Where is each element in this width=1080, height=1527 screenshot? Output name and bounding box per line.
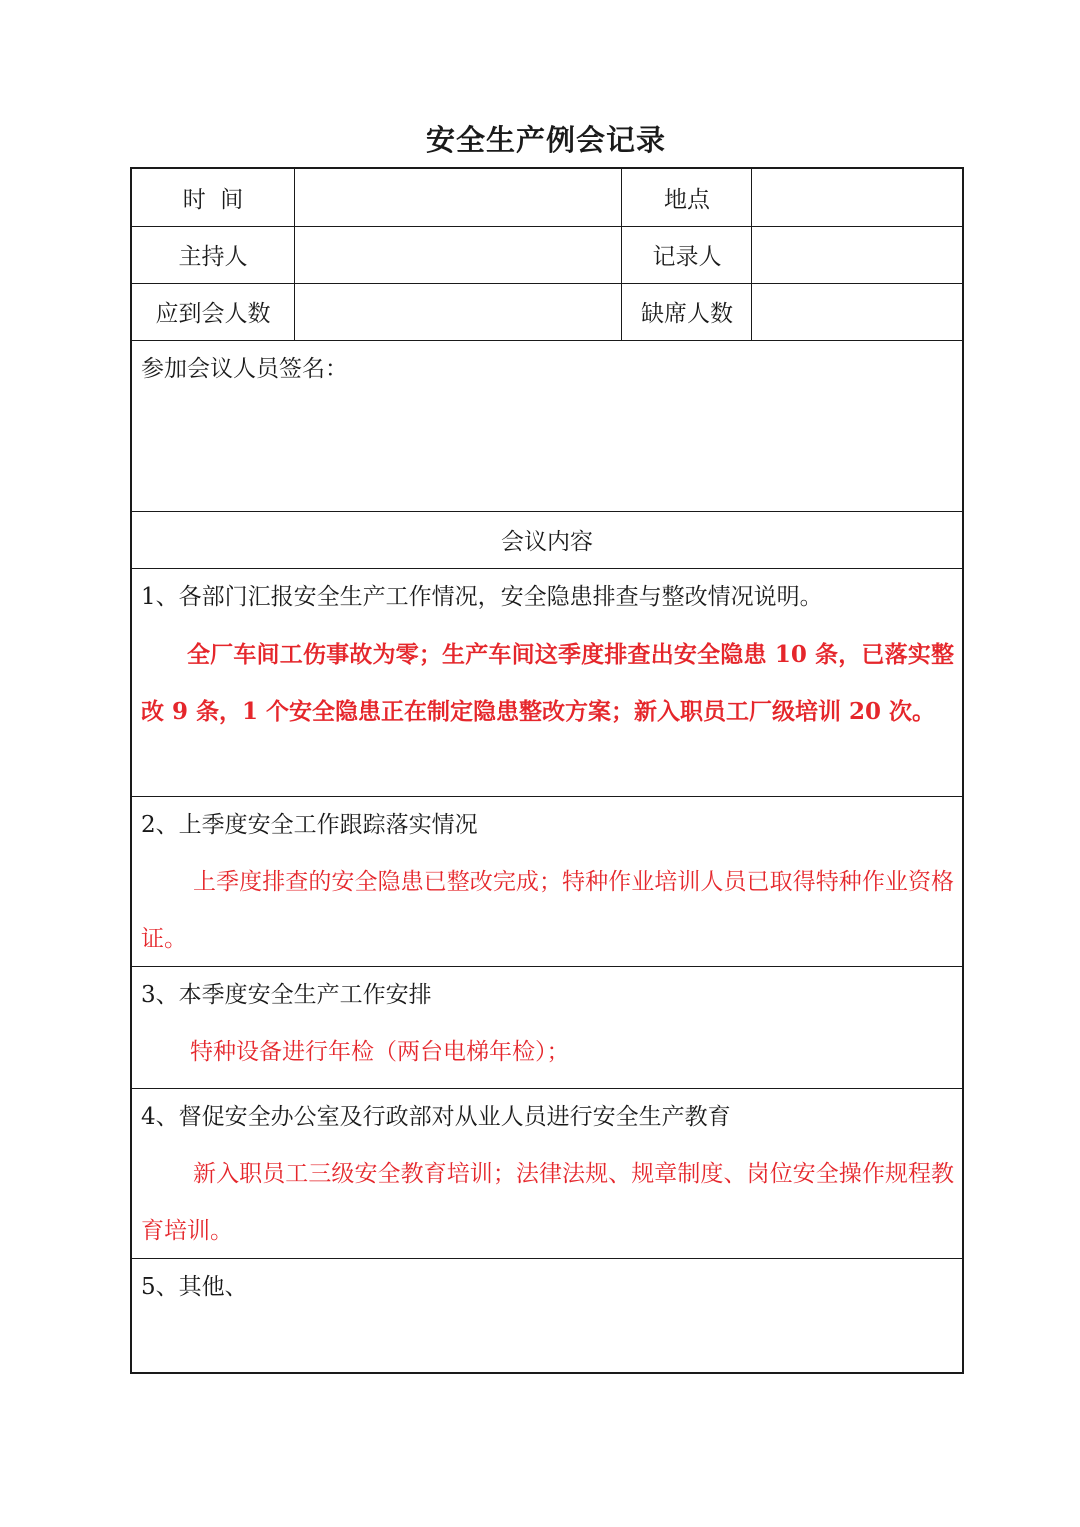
item-1-detail: 全厂车间工伤事故为零；生产车间这季度排查出安全隐患 10 条，已落实整改 9 条，1 个安全隐患正在制定隐患整改方案；新入职员工厂级培训 20 次。 [141,641,954,725]
content-header: 会议内容 [501,529,593,555]
column-divider [294,169,295,340]
recorder-field[interactable] [753,226,962,283]
signature-label: 参加会议人员签名： [141,356,348,382]
page-title: 安全生产例会记录 [425,123,666,157]
time-field[interactable] [296,169,621,226]
item-5-detail[interactable] [141,1316,954,1371]
item-5-heading: 5、其他、 [141,1274,248,1300]
item-2-detail: 上季度排查的安全隐患已整改完成；特种作业培训人员已取得特种作业资格证。 [141,869,954,952]
item-3-detail: 特种设备进行年检（两台电梯年检）； [190,1039,570,1065]
recorder-label: 记录人 [652,244,722,270]
column-divider [751,169,752,340]
item-3-heading: 3、本季度安全生产工作安排 [141,982,432,1008]
absent-label: 缺席人数 [641,301,733,327]
expected-attendees-field[interactable] [296,283,621,340]
signature-area[interactable] [141,399,954,509]
time-label: 时 间 [182,187,244,213]
item-4-detail: 新入职员工三级安全教育培训；法律法规、规章制度、岗位安全操作规程教育培训。 [141,1161,954,1244]
expected-attendees-label: 应到会人数 [155,301,271,327]
column-divider [621,169,622,340]
location-field[interactable] [753,169,962,226]
meeting-record-form [130,167,964,1374]
host-field[interactable] [296,226,621,283]
location-label: 地点 [664,187,710,213]
item-4-heading: 4、督促安全办公室及行政部对从业人员进行安全生产教育 [141,1104,731,1130]
item-1-heading: 1、各部门汇报安全生产工作情况，安全隐患排查与整改情况说明。 [141,584,823,610]
absent-field[interactable] [753,283,962,340]
host-label: 主持人 [178,244,248,270]
item-2-heading: 2、上季度安全工作跟踪落实情况 [141,812,478,838]
